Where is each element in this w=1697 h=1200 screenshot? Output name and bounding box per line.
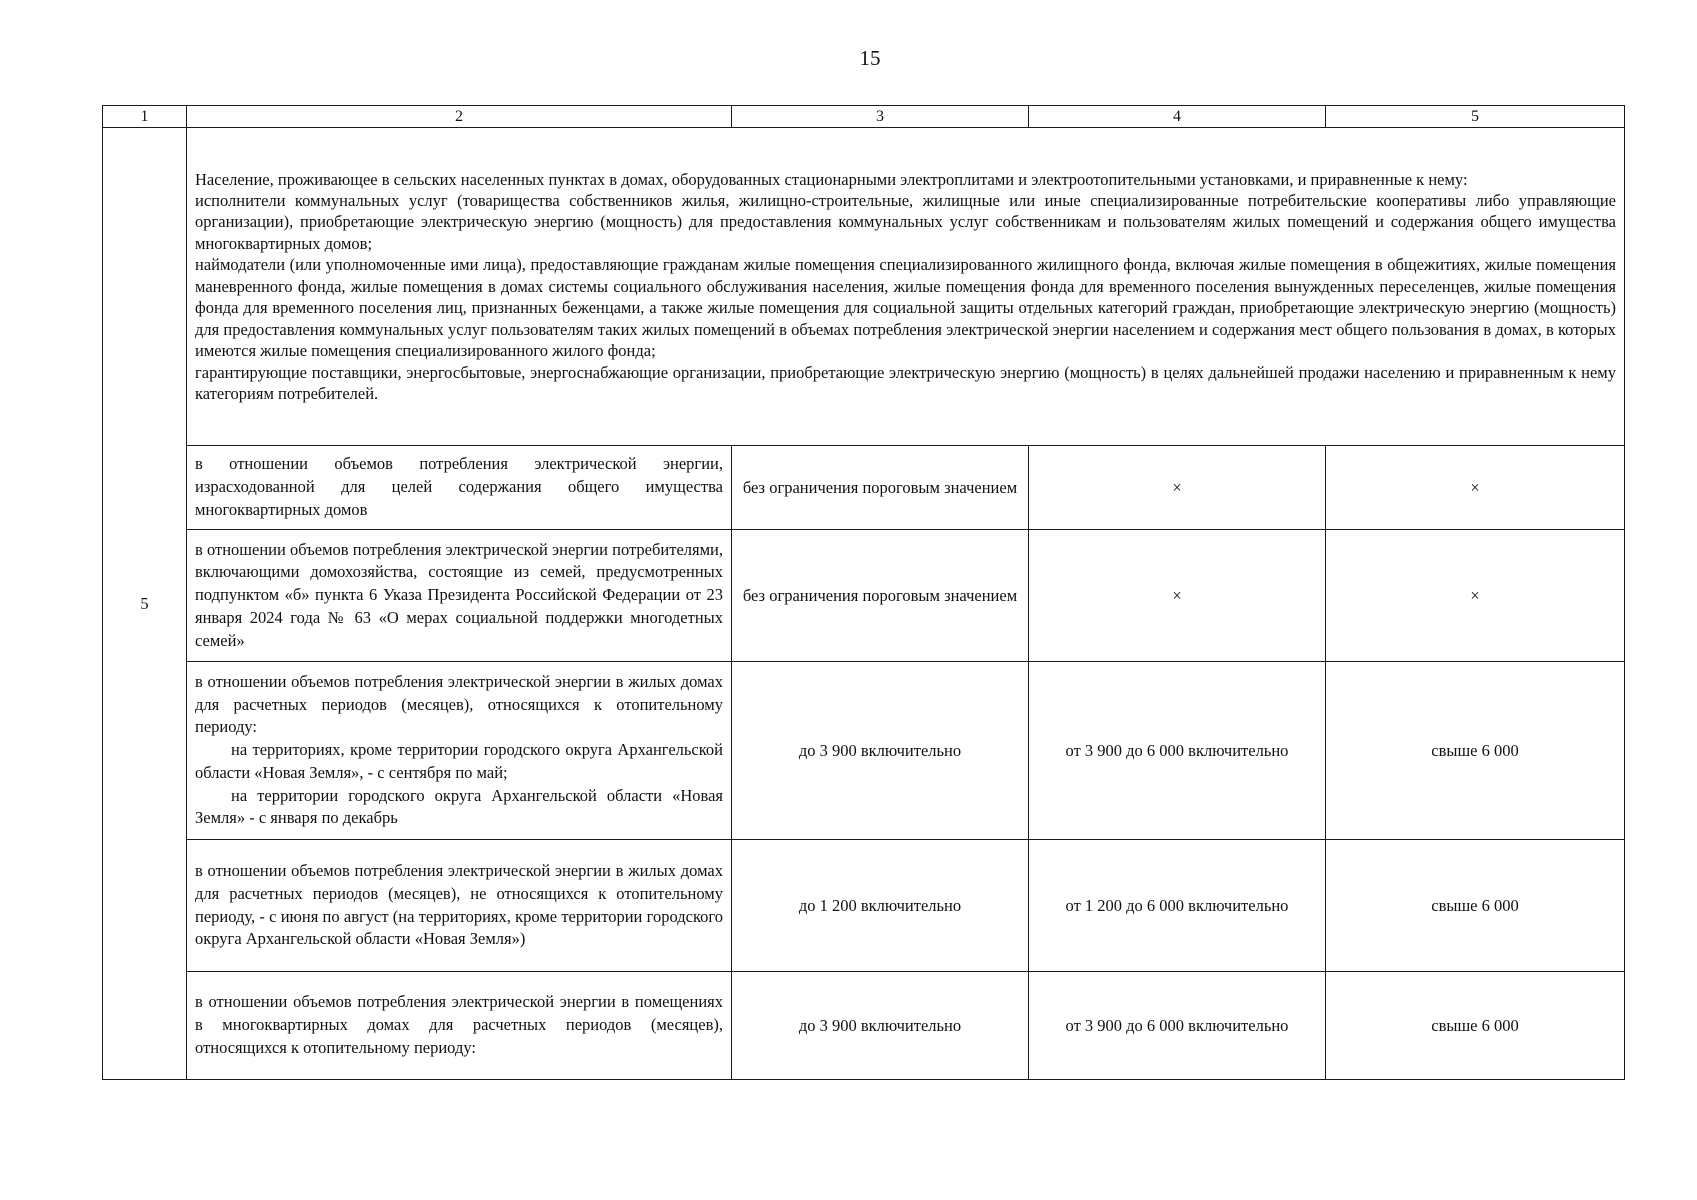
table-row [103,972,1625,1080]
threshold-range-3: свыше 6 000 [1326,662,1625,840]
threshold-range-2: × [1029,530,1326,662]
row-description: в отношении объемов потребления электрической энергии потребителями, включающими домохозяйства, состоящие из семей, предусмотренных подпунктом «б» пункта 6 Указа Президента Российской Федерации от 23 января 2024 года № 63 «О мерах социальной поддержки многодетных семей» [187,530,732,662]
table-header-row [103,106,1625,128]
category-description-cell [187,128,1625,446]
threshold-range-1: без ограничения пороговым значением [732,530,1029,662]
threshold-range-1: без ограничения пороговым значением [732,446,1029,530]
intro-paragraph: исполнители коммунальных услуг (товарищества собственников жилья, жилищно-строительные, жилищные или иные специализированные потребительские кооперативы либо управляющие организации), приобретающие электрическую энергию (мощность) для предоставления коммунальных услуг собственникам и пользователям жилых помещений и содержания общего имущества многоквартирных домов; [195,191,1616,253]
threshold-range-2: от 1 200 до 6 000 включительно [1029,840,1326,972]
row-number-cell: 5 [103,128,187,1080]
row-description [187,662,732,840]
row-description-main: в отношении объемов потребления электрической энергии в жилых домах для расчетных периодов (месяцев), относящихся к отопительному периоду: [195,671,723,737]
header-cell-5: 5 [1326,106,1625,128]
table-row [103,662,1625,840]
threshold-range-2: от 3 900 до 6 000 включительно [1029,972,1326,1080]
page-number: 15 [859,46,881,70]
threshold-range-2: × [1029,446,1326,530]
table-row [103,840,1625,972]
threshold-range-3: свыше 6 000 [1326,840,1625,972]
header-cell-3: 3 [732,106,1029,128]
header-cell-4: 4 [1029,106,1326,128]
threshold-range-1: до 3 900 включительно [732,662,1029,840]
table-row [103,446,1625,530]
threshold-range-3: × [1326,446,1625,530]
intro-paragraph: Население, проживающее в сельских населенных пунктах в домах, оборудованных стационарными электроплитами и электроотопительными установками, и приравненные к нему: [195,169,1468,189]
row-description: в отношении объемов потребления электрической энергии в помещениях в многоквартирных домах для расчетных периодов (месяцев), относящихся к отопительному периоду: [187,972,732,1080]
row-description-sub: на территориях, кроме территории городского округа Архангельской области «Новая Земля», - с сентября по май; [195,740,723,782]
header-cell-2: 2 [187,106,732,128]
row-description: в отношении объемов потребления электрической энергии, израсходованной для целей содержания общего имущества многоквартирных домов [187,446,732,530]
tariff-table [102,105,1625,1080]
row-description: в отношении объемов потребления электрической энергии в жилых домах для расчетных периодов (месяцев), не относящихся к отопительному периоду, - с июня по август (на территориях, кроме территории городского округа Архангельской области «Новая Земля») [187,840,732,972]
row-description-sub: на территории городского округа Архангельской области «Новая Земля» - с января по декабрь [195,785,723,828]
header-cell-1: 1 [103,106,187,128]
threshold-range-3: свыше 6 000 [1326,972,1625,1080]
intro-paragraph: гарантирующие поставщики, энергосбытовые, энергоснабжающие организации, приобретающие электрическую энергию (мощность) в целях дальнейшей продажи населению и приравненным к нему категориям потребителей. [195,362,1616,403]
threshold-range-1: до 1 200 включительно [732,840,1029,972]
table-row [103,530,1625,662]
threshold-range-2: от 3 900 до 6 000 включительно [1029,662,1326,840]
threshold-range-1: до 3 900 включительно [732,972,1029,1080]
intro-paragraph: наймодатели (или уполномоченные ими лица), предоставляющие гражданам жилые помещения специализированного жилищного фонда, включая жилые помещения в общежитиях, жилые помещения маневренного фонда, жилые помещения в домах системы социального обслуживания населения, жилые помещения фонда для временного поселения вынужденных переселенцев, жилые помещения фонда для временного поселения лиц, признанных беженцами, а также жилые помещения для социальной защиты отдельных категорий граждан, приобретающие электрическую энергию (мощность) для предоставления коммунальных услуг пользователям таких жилых помещений в объемах потребления электрической энергии населением и содержания мест общего пользования в домах, в которых имеются жилые помещения специализированного жилого фонда; [195,255,1616,361]
intro-row [103,128,1625,446]
threshold-range-3: × [1326,530,1625,662]
